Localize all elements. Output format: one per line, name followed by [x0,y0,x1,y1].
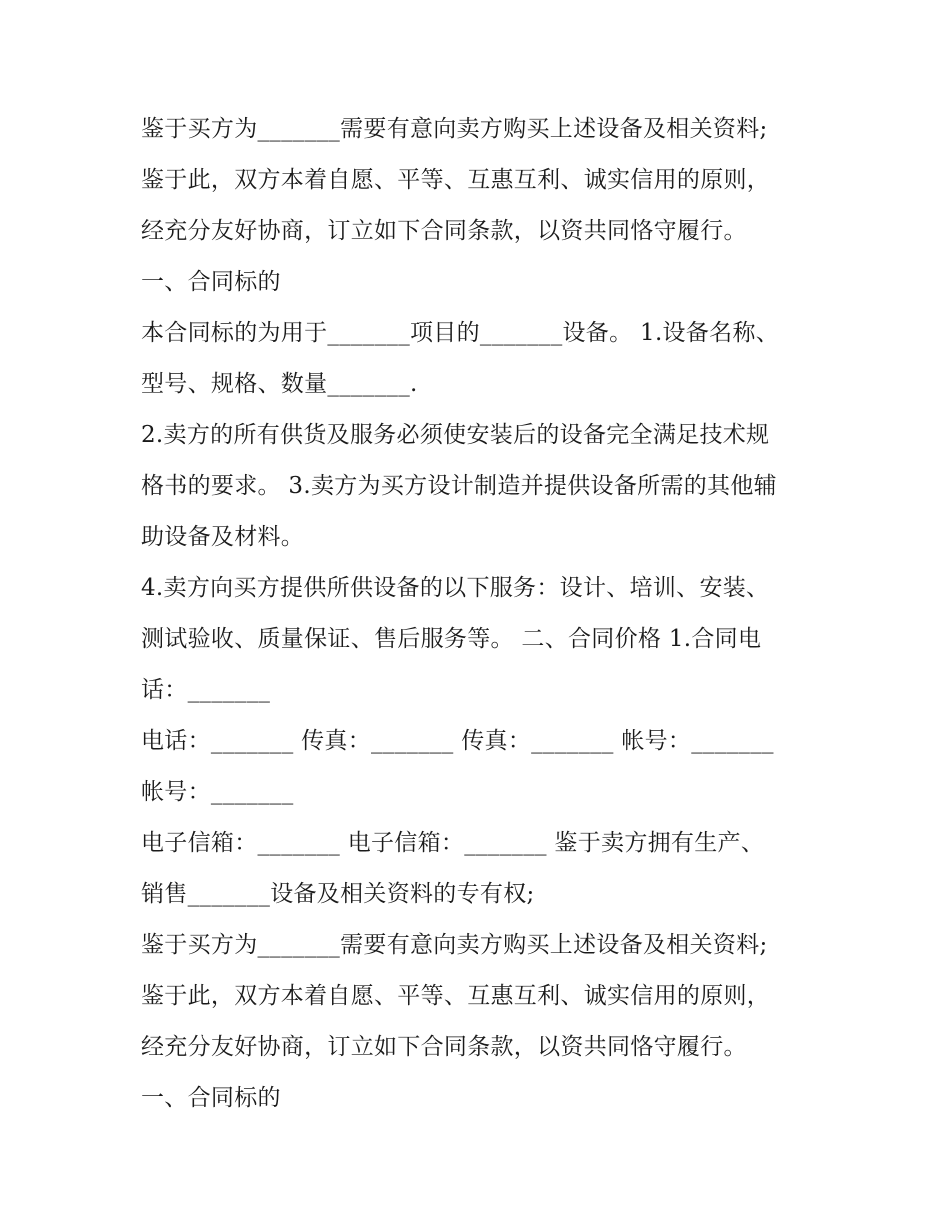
text-line: 电子信箱：_______ 电子信箱：_______ 鉴于卖方拥有生产、 [141,830,765,856]
text-line: 销售_______设备及相关资料的专有权; [141,881,535,907]
text-line: 话：_______ [141,677,271,703]
text-line: 电话：_______ 传真：_______ 传真：_______ 帐号：_______ [141,728,774,754]
document-body [141,104,821,1124]
text-line: 经充分友好协商，订立如下合同条款，以资共同恪守履行。 [141,1034,747,1060]
text-line: 4.卖方向买方提供所供设备的以下服务：设计、培训、安装、 [141,575,770,601]
text-line: 格书的要求。 3.卖方为买方设计制造并提供设备所需的其他辅 [141,473,777,499]
text-line: 测试验收、质量保证、售后服务等。 二、合同价格 1.合同电 [141,626,762,652]
text-line: 助设备及材料。 [141,524,305,550]
text-line: 鉴于此，双方本着自愿、平等、互惠互利、诚实信用的原则， [141,167,771,193]
text-line: 鉴于买方为_______需要有意向卖方购买上述设备及相关资料; [141,116,768,142]
section-heading: 一、合同标的 [141,1085,281,1111]
text-line: 帐号：_______ [141,779,294,805]
text-line: 鉴于买方为_______需要有意向卖方购买上述设备及相关资料; [141,932,768,958]
text-line: 型号、规格、数量_______. [141,371,418,397]
text-line: 鉴于此，双方本着自愿、平等、互惠互利、诚实信用的原则， [141,983,771,1009]
section-heading: 一、合同标的 [141,269,281,295]
text-line: 2.卖方的所有供货及服务必须使安装后的设备完全满足技术规 [141,422,770,448]
text-line: 经充分友好协商，订立如下合同条款，以资共同恪守履行。 [141,218,747,244]
text-line: 本合同标的为用于_______项目的_______设备。 1.设备名称、 [141,320,780,346]
